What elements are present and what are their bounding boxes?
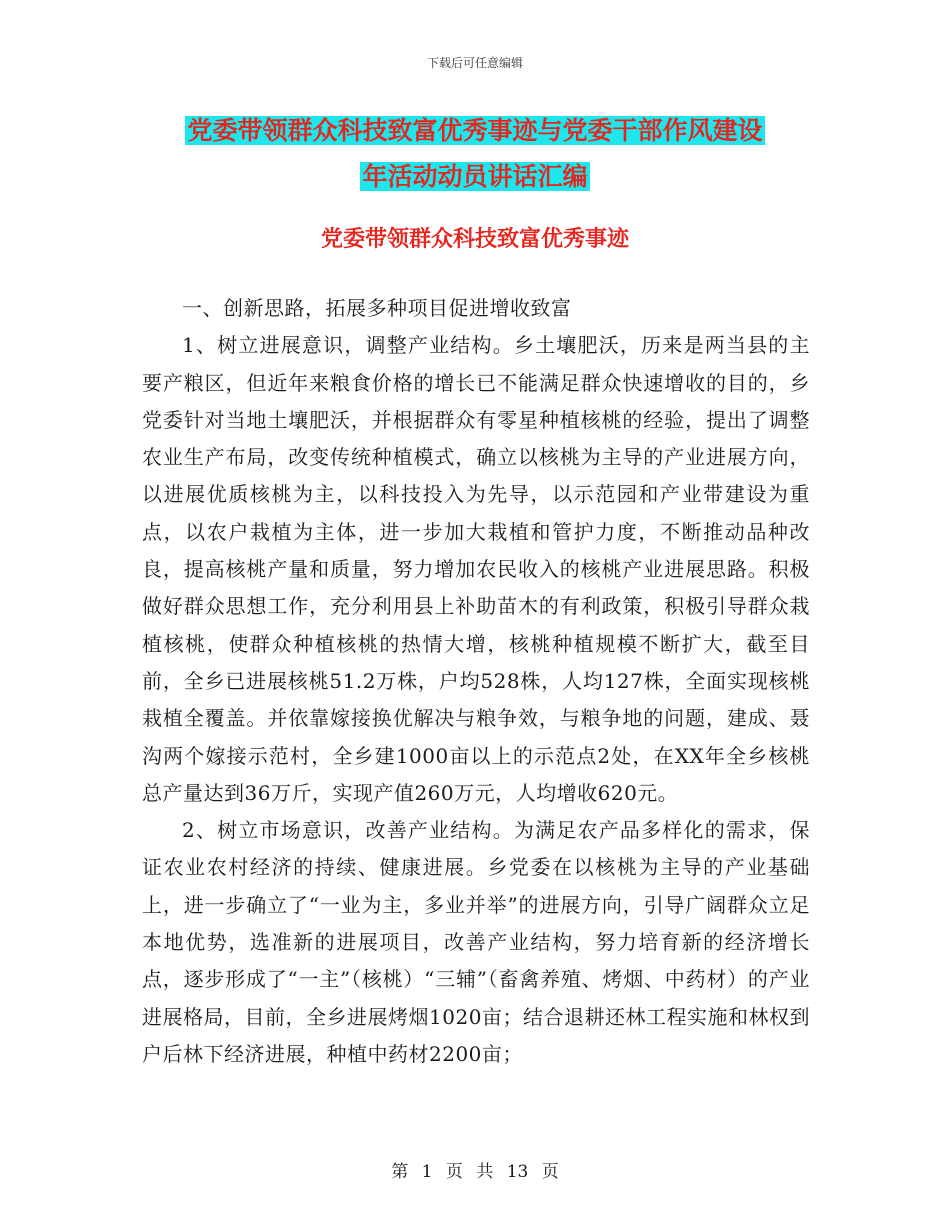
paragraph: 1、树立进展意识，调整产业结构。乡土壤肥沃，历来是两当县的主要产粮区，但近年来粮食价格的增长已不能满足群众快速增收的目的，乡党委针对当地土壤肥沃，并根据群众有零星种植核桃的经验，提出了调整农业生产布局，改变传统种植模式，确立以核桃为主导的产业进展方向，以进展优质核桃为主，以科技投入为先导，以示范园和产业带建设为重点，以农户栽植为主体，进一步加大栽植和管护力度，不断推动品种改良，提高核桃产量和质量，努力增加农民收入的核桃产业进展思路。积极做好群众思想工作，充分利用县上补助苗木的有利政策，积极引导群众栽植核桃，使群众种植核桃的热情大增，核桃种植规模不断扩大，截至目前，全乡已进展核桃51.2万株，户均528株，人均127株，全面实现核桃栽植全覆盖。并依靠嫁接换优解决与粮争效，与粮争地的问题，建成、聂沟两个嫁接示范村，全乡建1000亩以上的示范点2处，在XX年全乡核桃总产量达到36万斤，实现产值260万元，人均增收620元。 [142,333,810,805]
paragraph-heading: 一、创新思路，拓展多种项目促进增收致富 [182,296,572,320]
paragraph: 2、树立市场意识，改善产业结构。为满足农产品多样化的需求，保证农业农村经济的持续、健康进展。乡党委在以核桃为主导的产业基础上，进一步确立了“一业为主，多业并举”的进展方向，引导广阔群众立足本地优势，选准新的进展项目，改善产业结构，努力培育新的经济增长点，逐步形成了“一主”（核桃）“三辅”（畜禽养殖、烤烟、中药材）的产业进展格局，目前，全乡进展烤烟1020亩；结合退耕还林工程实施和林权到户后林下经济进展，种植中药材2200亩； [142,818,810,1066]
main-title [0,108,950,200]
main-title-line1: 党委带领群众科技致富优秀事迹与党委干部作风建设 [187,116,763,145]
main-title-line2: 年活动动员讲话汇编 [362,162,588,191]
page-footer: 第 1 页 共 13 页 [391,1162,559,1182]
header-note: 下载后可任意编辑 [426,56,523,70]
body-text [142,290,810,1073]
section-title: 党委带领群众科技致富优秀事迹 [320,226,629,252]
